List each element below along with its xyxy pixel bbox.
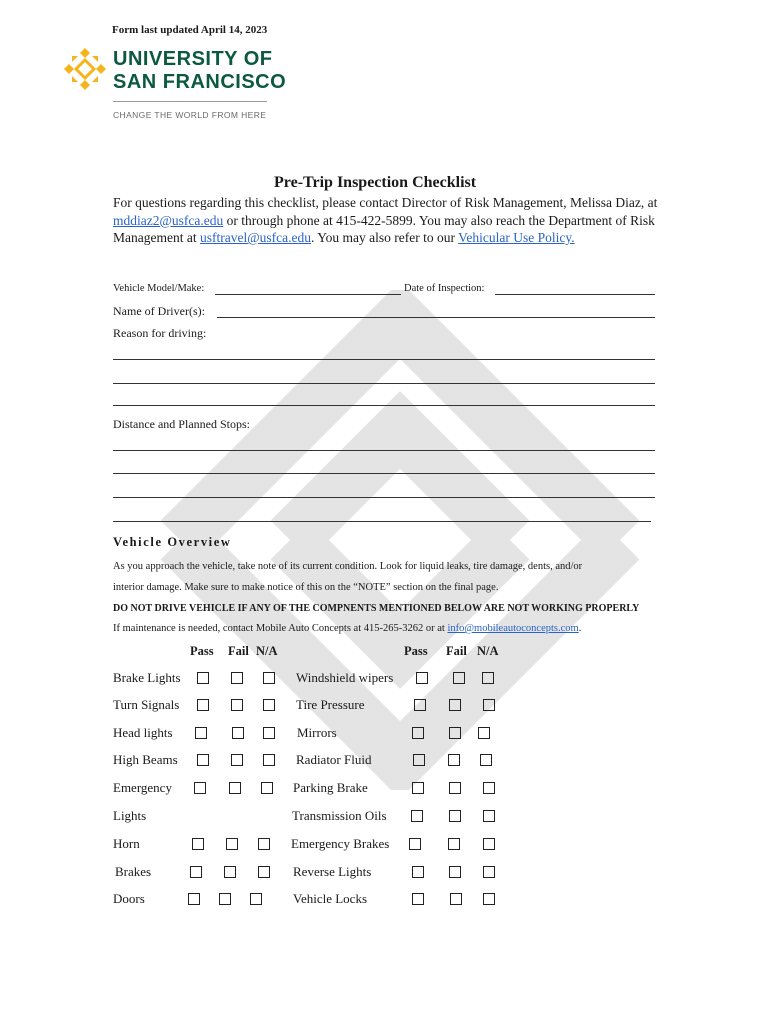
right-item-vehicle-locks: Vehicle Locks bbox=[293, 891, 368, 906]
reverse-lights-fail-checkbox[interactable] bbox=[449, 866, 461, 878]
mirrors-na-checkbox[interactable] bbox=[478, 727, 490, 739]
parking-brake-pass-checkbox[interactable] bbox=[412, 782, 424, 794]
high-beams-na-checkbox[interactable] bbox=[263, 754, 275, 766]
high-beams-pass-checkbox[interactable] bbox=[197, 754, 209, 766]
parking-brake-fail-checkbox[interactable] bbox=[449, 782, 461, 794]
page-title: Pre-Trip Inspection Checklist bbox=[274, 174, 477, 191]
emergency-lights-na-checkbox[interactable] bbox=[261, 782, 273, 794]
mirrors-fail-checkbox[interactable] bbox=[449, 727, 461, 739]
left-item-doors: Doors bbox=[113, 891, 145, 906]
reason-line-1[interactable] bbox=[113, 359, 655, 360]
windshield-wipers-na-checkbox[interactable] bbox=[482, 672, 494, 684]
high-beams-fail-checkbox[interactable] bbox=[231, 754, 243, 766]
left-item-turn-signals: Turn Signals bbox=[113, 697, 180, 712]
transmission-oils-fail-checkbox[interactable] bbox=[449, 810, 461, 822]
brake-lights-fail-checkbox[interactable] bbox=[231, 672, 243, 684]
doors-fail-checkbox[interactable] bbox=[219, 893, 231, 905]
right-item-emergency-brakes: Emergency Brakes bbox=[291, 836, 390, 851]
right-item-tire-pressure: Tire Pressure bbox=[296, 697, 365, 712]
horn-pass-checkbox[interactable] bbox=[192, 838, 204, 850]
mobile-auto-email-link[interactable]: info@mobileautoconcepts.com bbox=[447, 623, 579, 634]
vehicular-use-policy-link[interactable]: Vehicular Use Policy. bbox=[458, 230, 575, 245]
left-item-high-beams: High Beams bbox=[113, 752, 178, 767]
vehicle-model-label: Vehicle Model/Make: bbox=[113, 283, 205, 294]
doors-na-checkbox[interactable] bbox=[250, 893, 262, 905]
inspection-date-label: Date of Inspection: bbox=[404, 283, 485, 294]
transmission-oils-pass-checkbox[interactable] bbox=[411, 810, 423, 822]
brake-lights-pass-checkbox[interactable] bbox=[197, 672, 209, 684]
emergency-lights-pass-checkbox[interactable] bbox=[194, 782, 206, 794]
emergency-brakes-fail-checkbox[interactable] bbox=[448, 838, 460, 850]
reverse-lights-pass-checkbox[interactable] bbox=[412, 866, 424, 878]
intro-text-2: or through phone at 415-422-5899. You may also reach the Department of Risk Management at bbox=[113, 212, 655, 245]
email-link-usftravel[interactable]: usftravel@usfca.edu bbox=[199, 230, 311, 245]
maintenance-end: . bbox=[578, 623, 582, 634]
intro-text-1: For questions regarding this checklist, please contact Director of Risk Management, Melissa Diaz, at bbox=[113, 195, 658, 210]
reason-line-2[interactable] bbox=[113, 383, 655, 384]
left-item-lights: Lights bbox=[113, 808, 147, 823]
right-item-mirrors: Mirrors bbox=[297, 725, 337, 740]
reverse-lights-na-checkbox[interactable] bbox=[483, 866, 495, 878]
logo-divider bbox=[113, 101, 267, 102]
head-lights-pass-checkbox[interactable] bbox=[195, 727, 207, 739]
vehicle-locks-pass-checkbox[interactable] bbox=[412, 893, 424, 905]
tire-pressure-pass-checkbox[interactable] bbox=[414, 699, 426, 711]
distance-line-3[interactable] bbox=[113, 497, 655, 498]
vehicle-overview-heading: Vehicle Overview bbox=[113, 535, 232, 549]
left-item-horn: Horn bbox=[113, 836, 140, 851]
left-pass-header: Pass bbox=[190, 644, 214, 658]
tire-pressure-na-checkbox[interactable] bbox=[483, 699, 495, 711]
overview-text-2: interior damage. Make sure to make notice of this on the “NOTE” section on the final page. bbox=[113, 582, 499, 593]
form-updated-date: Form last updated April 14, 2023 bbox=[112, 24, 268, 36]
logo-tagline: CHANGE THE WORLD FROM HERE bbox=[113, 110, 267, 120]
left-item-brakes: Brakes bbox=[115, 864, 152, 879]
radiator-fluid-na-checkbox[interactable] bbox=[480, 754, 492, 766]
distance-line-1[interactable] bbox=[113, 450, 655, 451]
brake-lights-na-checkbox[interactable] bbox=[263, 672, 275, 684]
right-item-reverse-lights: Reverse Lights bbox=[293, 864, 372, 879]
emergency-brakes-na-checkbox[interactable] bbox=[483, 838, 495, 850]
distance-label: Distance and Planned Stops: bbox=[113, 417, 250, 431]
brakes-na-checkbox[interactable] bbox=[258, 866, 270, 878]
windshield-wipers-fail-checkbox[interactable] bbox=[453, 672, 465, 684]
transmission-oils-na-checkbox[interactable] bbox=[483, 810, 495, 822]
reason-label: Reason for driving: bbox=[113, 326, 207, 340]
left-item-emergency: Emergency bbox=[113, 780, 172, 795]
logo-line2: SAN FRANCISCO bbox=[113, 71, 287, 93]
driver-name-label: Name of Driver(s): bbox=[113, 304, 205, 318]
horn-fail-checkbox[interactable] bbox=[226, 838, 238, 850]
head-lights-na-checkbox[interactable] bbox=[263, 727, 275, 739]
intro-paragraph bbox=[113, 194, 658, 247]
turn-signals-na-checkbox[interactable] bbox=[263, 699, 275, 711]
brakes-fail-checkbox[interactable] bbox=[224, 866, 236, 878]
right-pass-header: Pass bbox=[404, 644, 428, 658]
emergency-lights-fail-checkbox[interactable] bbox=[229, 782, 241, 794]
radiator-fluid-fail-checkbox[interactable] bbox=[448, 754, 460, 766]
vehicle-locks-fail-checkbox[interactable] bbox=[450, 893, 462, 905]
intro-text-3: . You may also refer to our bbox=[310, 230, 459, 245]
left-fail-header: Fail bbox=[228, 644, 249, 658]
usf-logo-icon bbox=[62, 46, 108, 92]
tire-pressure-fail-checkbox[interactable] bbox=[449, 699, 461, 711]
do-not-drive-warning: DO NOT DRIVE VEHICLE IF ANY OF THE COMPNENTS MENTIONED BELOW ARE NOT WORKING PROPERLY bbox=[113, 603, 640, 614]
logo-line1: UNIVERSITY OF bbox=[113, 48, 273, 70]
distance-line-2[interactable] bbox=[113, 473, 655, 474]
left-item-brake-lights: Brake Lights bbox=[113, 670, 181, 685]
turn-signals-fail-checkbox[interactable] bbox=[231, 699, 243, 711]
horn-na-checkbox[interactable] bbox=[258, 838, 270, 850]
right-fail-header: Fail bbox=[446, 644, 467, 658]
distance-line-4[interactable] bbox=[113, 521, 651, 522]
email-link-mddiaz[interactable]: mddiaz2@usfca.edu bbox=[113, 212, 224, 228]
maintenance-text: If maintenance is needed, contact Mobile Auto Concepts at 415-265-3262 or at bbox=[113, 623, 448, 634]
turn-signals-pass-checkbox[interactable] bbox=[197, 699, 209, 711]
right-item-transmission-oils: Transmission Oils bbox=[292, 808, 387, 823]
inspection-date-field[interactable] bbox=[495, 294, 655, 295]
radiator-fluid-pass-checkbox[interactable] bbox=[413, 754, 425, 766]
head-lights-fail-checkbox[interactable] bbox=[232, 727, 244, 739]
brakes-pass-checkbox[interactable] bbox=[190, 866, 202, 878]
vehicle-locks-na-checkbox[interactable] bbox=[483, 893, 495, 905]
left-na-header: N/A bbox=[256, 644, 278, 658]
reason-line-3[interactable] bbox=[113, 405, 655, 406]
windshield-wipers-pass-checkbox[interactable] bbox=[416, 672, 428, 684]
emergency-brakes-pass-checkbox[interactable] bbox=[409, 838, 421, 850]
right-item-windshield-wipers: Windshield wipers bbox=[296, 670, 394, 685]
parking-brake-na-checkbox[interactable] bbox=[483, 782, 495, 794]
driver-name-field[interactable] bbox=[217, 317, 655, 318]
mirrors-pass-checkbox[interactable] bbox=[412, 727, 424, 739]
left-item-head-lights: Head lights bbox=[113, 725, 173, 740]
right-item-radiator-fluid: Radiator Fluid bbox=[296, 752, 372, 767]
maintenance-note bbox=[113, 623, 581, 634]
doors-pass-checkbox[interactable] bbox=[188, 893, 200, 905]
right-item-parking-brake: Parking Brake bbox=[293, 780, 368, 795]
right-na-header: N/A bbox=[477, 644, 499, 658]
overview-text-1: As you approach the vehicle, take note of its current condition. Look for liquid leaks, tire damage, dents, and/or bbox=[113, 561, 583, 572]
vehicle-model-field[interactable] bbox=[215, 294, 401, 295]
